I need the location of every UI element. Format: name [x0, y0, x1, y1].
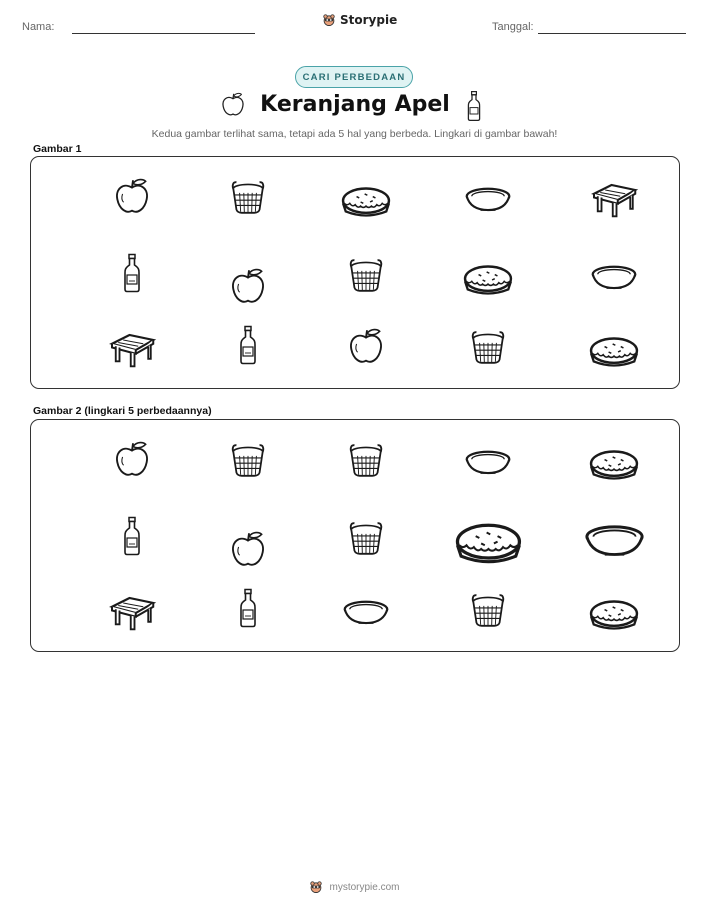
- picture1-apple-icon: [209, 265, 287, 307]
- picture1-bottle-icon: [93, 253, 171, 293]
- name-field[interactable]: [72, 33, 255, 34]
- picture1-pie-icon: [449, 253, 527, 307]
- picture2-pie-icon[interactable]: [575, 588, 653, 642]
- instructions: Kedua gambar terlihat sama, tetapi ada 5 hal yang berbeda. Lingkari di gambar bawah!: [151, 128, 558, 140]
- picture2-bottle-icon[interactable]: [209, 588, 287, 628]
- picture2-bowl-icon[interactable]: [327, 588, 405, 638]
- picture2-basket-icon[interactable]: [327, 516, 405, 558]
- picture2-apple-icon[interactable]: [209, 528, 287, 570]
- picture2-apple-icon[interactable]: [93, 438, 171, 480]
- picture1-table-icon: [93, 325, 171, 375]
- picture1-basket-icon: [209, 175, 287, 217]
- picture2-pie-icon[interactable]: [575, 438, 653, 492]
- footer-site: mystorypie.com: [329, 881, 400, 893]
- picture1-bowl-icon: [449, 175, 527, 225]
- picture1-panel: [30, 156, 680, 389]
- picture1-label: Gambar 1: [33, 143, 82, 155]
- brand-logo: [322, 13, 397, 27]
- title-bottle-icon: [464, 90, 484, 127]
- picture1-pie-icon: [327, 175, 405, 229]
- picture2-basket-icon[interactable]: [449, 588, 527, 630]
- worksheet-header: [0, 0, 709, 40]
- storypie-mascot-icon: [322, 13, 336, 27]
- picture2-basket-icon[interactable]: [327, 438, 405, 480]
- date-label: Tanggal:: [492, 21, 534, 33]
- page-title: Keranjang Apel: [260, 92, 450, 117]
- picture2-bottle-icon[interactable]: [93, 516, 171, 556]
- footer: [0, 880, 709, 894]
- picture1-bowl-icon: [575, 253, 653, 303]
- title-apple-icon: [219, 91, 247, 124]
- brand-name: Storypie: [340, 13, 398, 27]
- picture1-apple-icon: [93, 175, 171, 217]
- picture2-bowl-icon[interactable]: [575, 509, 653, 574]
- name-label: Nama:: [22, 21, 55, 33]
- picture2-bowl-icon[interactable]: [449, 438, 527, 488]
- picture2-basket-icon[interactable]: [209, 438, 287, 480]
- picture2-label: Gambar 2 (lingkari 5 perbedaannya): [33, 405, 212, 417]
- date-field[interactable]: [538, 33, 686, 34]
- picture2-panel[interactable]: [30, 419, 680, 652]
- activity-badge: CARI PERBEDAAN: [295, 66, 413, 88]
- picture1-basket-icon: [449, 325, 527, 367]
- picture1-apple-icon: [327, 325, 405, 367]
- picture1-bottle-icon: [209, 325, 287, 365]
- storypie-mascot-icon: [309, 880, 323, 894]
- picture2-table-icon[interactable]: [93, 588, 171, 638]
- picture1-pie-icon: [575, 325, 653, 379]
- picture1-basket-icon: [327, 253, 405, 295]
- picture2-pie-icon[interactable]: [449, 507, 527, 580]
- picture1-table-icon: [575, 175, 653, 225]
